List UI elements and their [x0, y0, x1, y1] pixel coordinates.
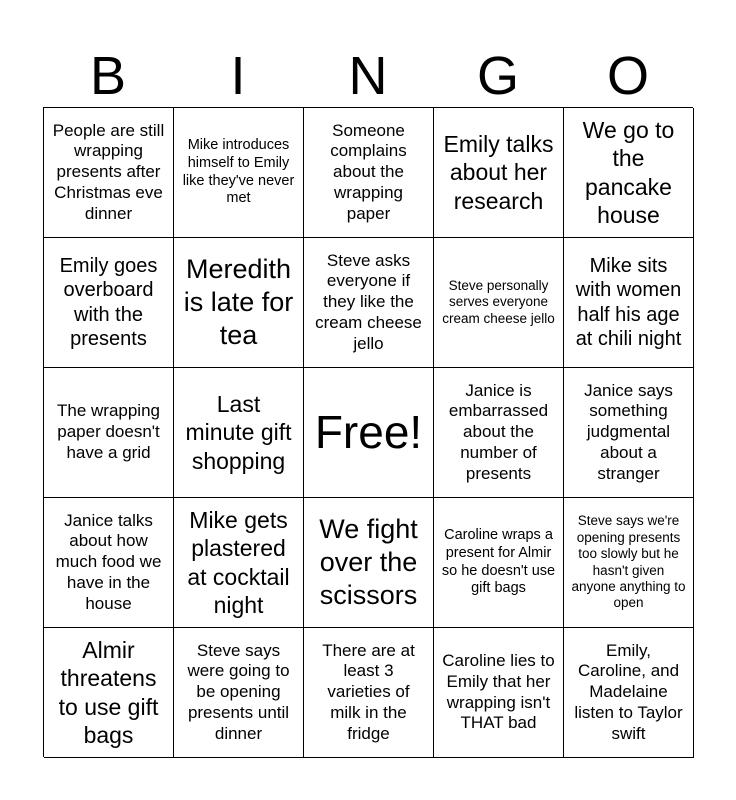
bingo-cell[interactable]: [434, 498, 564, 628]
bingo-cell[interactable]: [564, 368, 694, 498]
bingo-cell[interactable]: [44, 238, 174, 368]
cell-text: Steve says were going to be opening presents until dinner: [187, 640, 290, 743]
bingo-cell[interactable]: [44, 108, 174, 238]
bingo-cell[interactable]: [564, 238, 694, 368]
bingo-cell[interactable]: [44, 498, 174, 628]
cell-text: Mike gets plastered at cocktail night: [187, 507, 290, 618]
bingo-cell[interactable]: [434, 238, 564, 368]
bingo-header: [43, 46, 693, 106]
cell-text: Steve personally serves everyone cream cheese jello: [442, 277, 555, 326]
bingo-cell[interactable]: [304, 108, 434, 238]
bingo-cell[interactable]: [434, 368, 564, 498]
cell-text: Someone complains about the wrapping paper: [330, 120, 407, 223]
cell-text: Emily, Caroline, and Madelaine listen to Taylor swift: [574, 640, 683, 743]
header-letter-g: G: [476, 46, 519, 106]
bingo-cell[interactable]: [434, 628, 564, 758]
cell-text: Janice talks about how much food we have in the house: [55, 510, 162, 613]
cell-text: Janice says something judgmental about a stranger: [584, 380, 673, 483]
cell-text: Mike introduces himself to Emily like they've never met: [182, 137, 295, 207]
cell-text: Caroline wraps a present for Almir so he doesn't use gift bags: [441, 527, 556, 597]
cell-text: Steve asks everyone if they like the cream cheese jello: [315, 250, 422, 353]
cell-text: Janice is embarrassed about the number of presents: [448, 380, 549, 483]
header-letter-o: O: [606, 46, 649, 106]
cell-text: We fight over the scissors: [319, 514, 418, 610]
cell-text: We go to the pancake house: [582, 117, 675, 228]
bingo-cell[interactable]: [564, 628, 694, 758]
cell-text: Emily talks about her research: [443, 131, 554, 214]
header-letter-b: B: [89, 46, 127, 106]
cell-text: Caroline lies to Emily that her wrapping isn't THAT bad: [442, 651, 555, 733]
bingo-cell[interactable]: [44, 628, 174, 758]
cell-text: The wrapping paper doesn't have a grid: [56, 401, 160, 462]
cell-text: Almir threatens to use gift bags: [58, 637, 159, 748]
cell-text: Meredith is late for tea: [183, 254, 294, 350]
header-letter-n: N: [348, 46, 388, 106]
cell-text: There are at least 3 varieties of milk in the fridge: [322, 640, 415, 743]
free-space-label: Free!: [314, 406, 423, 459]
free-space[interactable]: [304, 368, 434, 498]
bingo-cell[interactable]: [174, 498, 304, 628]
bingo-cell[interactable]: [304, 238, 434, 368]
header-letter-i: I: [230, 46, 246, 106]
cell-text: Last minute gift shopping: [185, 391, 292, 474]
bingo-cell[interactable]: [304, 498, 434, 628]
bingo-cell[interactable]: [434, 108, 564, 238]
bingo-cell[interactable]: [564, 108, 694, 238]
cell-text: Mike sits with women half his age at chili night: [575, 254, 682, 350]
bingo-cell[interactable]: [174, 368, 304, 498]
bingo-cell[interactable]: [564, 498, 694, 628]
cell-text: Steve says we're opening presents too slowly but he hasn't given anyone anything to open: [571, 513, 686, 611]
cell-text: People are still wrapping presents after Christmas eve dinner: [52, 120, 165, 223]
bingo-cell[interactable]: [174, 238, 304, 368]
bingo-cell[interactable]: [304, 628, 434, 758]
bingo-grid: [43, 107, 693, 757]
cell-text: Emily goes overboard with the presents: [59, 254, 158, 350]
bingo-cell[interactable]: [174, 628, 304, 758]
bingo-cell[interactable]: [174, 108, 304, 238]
bingo-cell[interactable]: [44, 368, 174, 498]
